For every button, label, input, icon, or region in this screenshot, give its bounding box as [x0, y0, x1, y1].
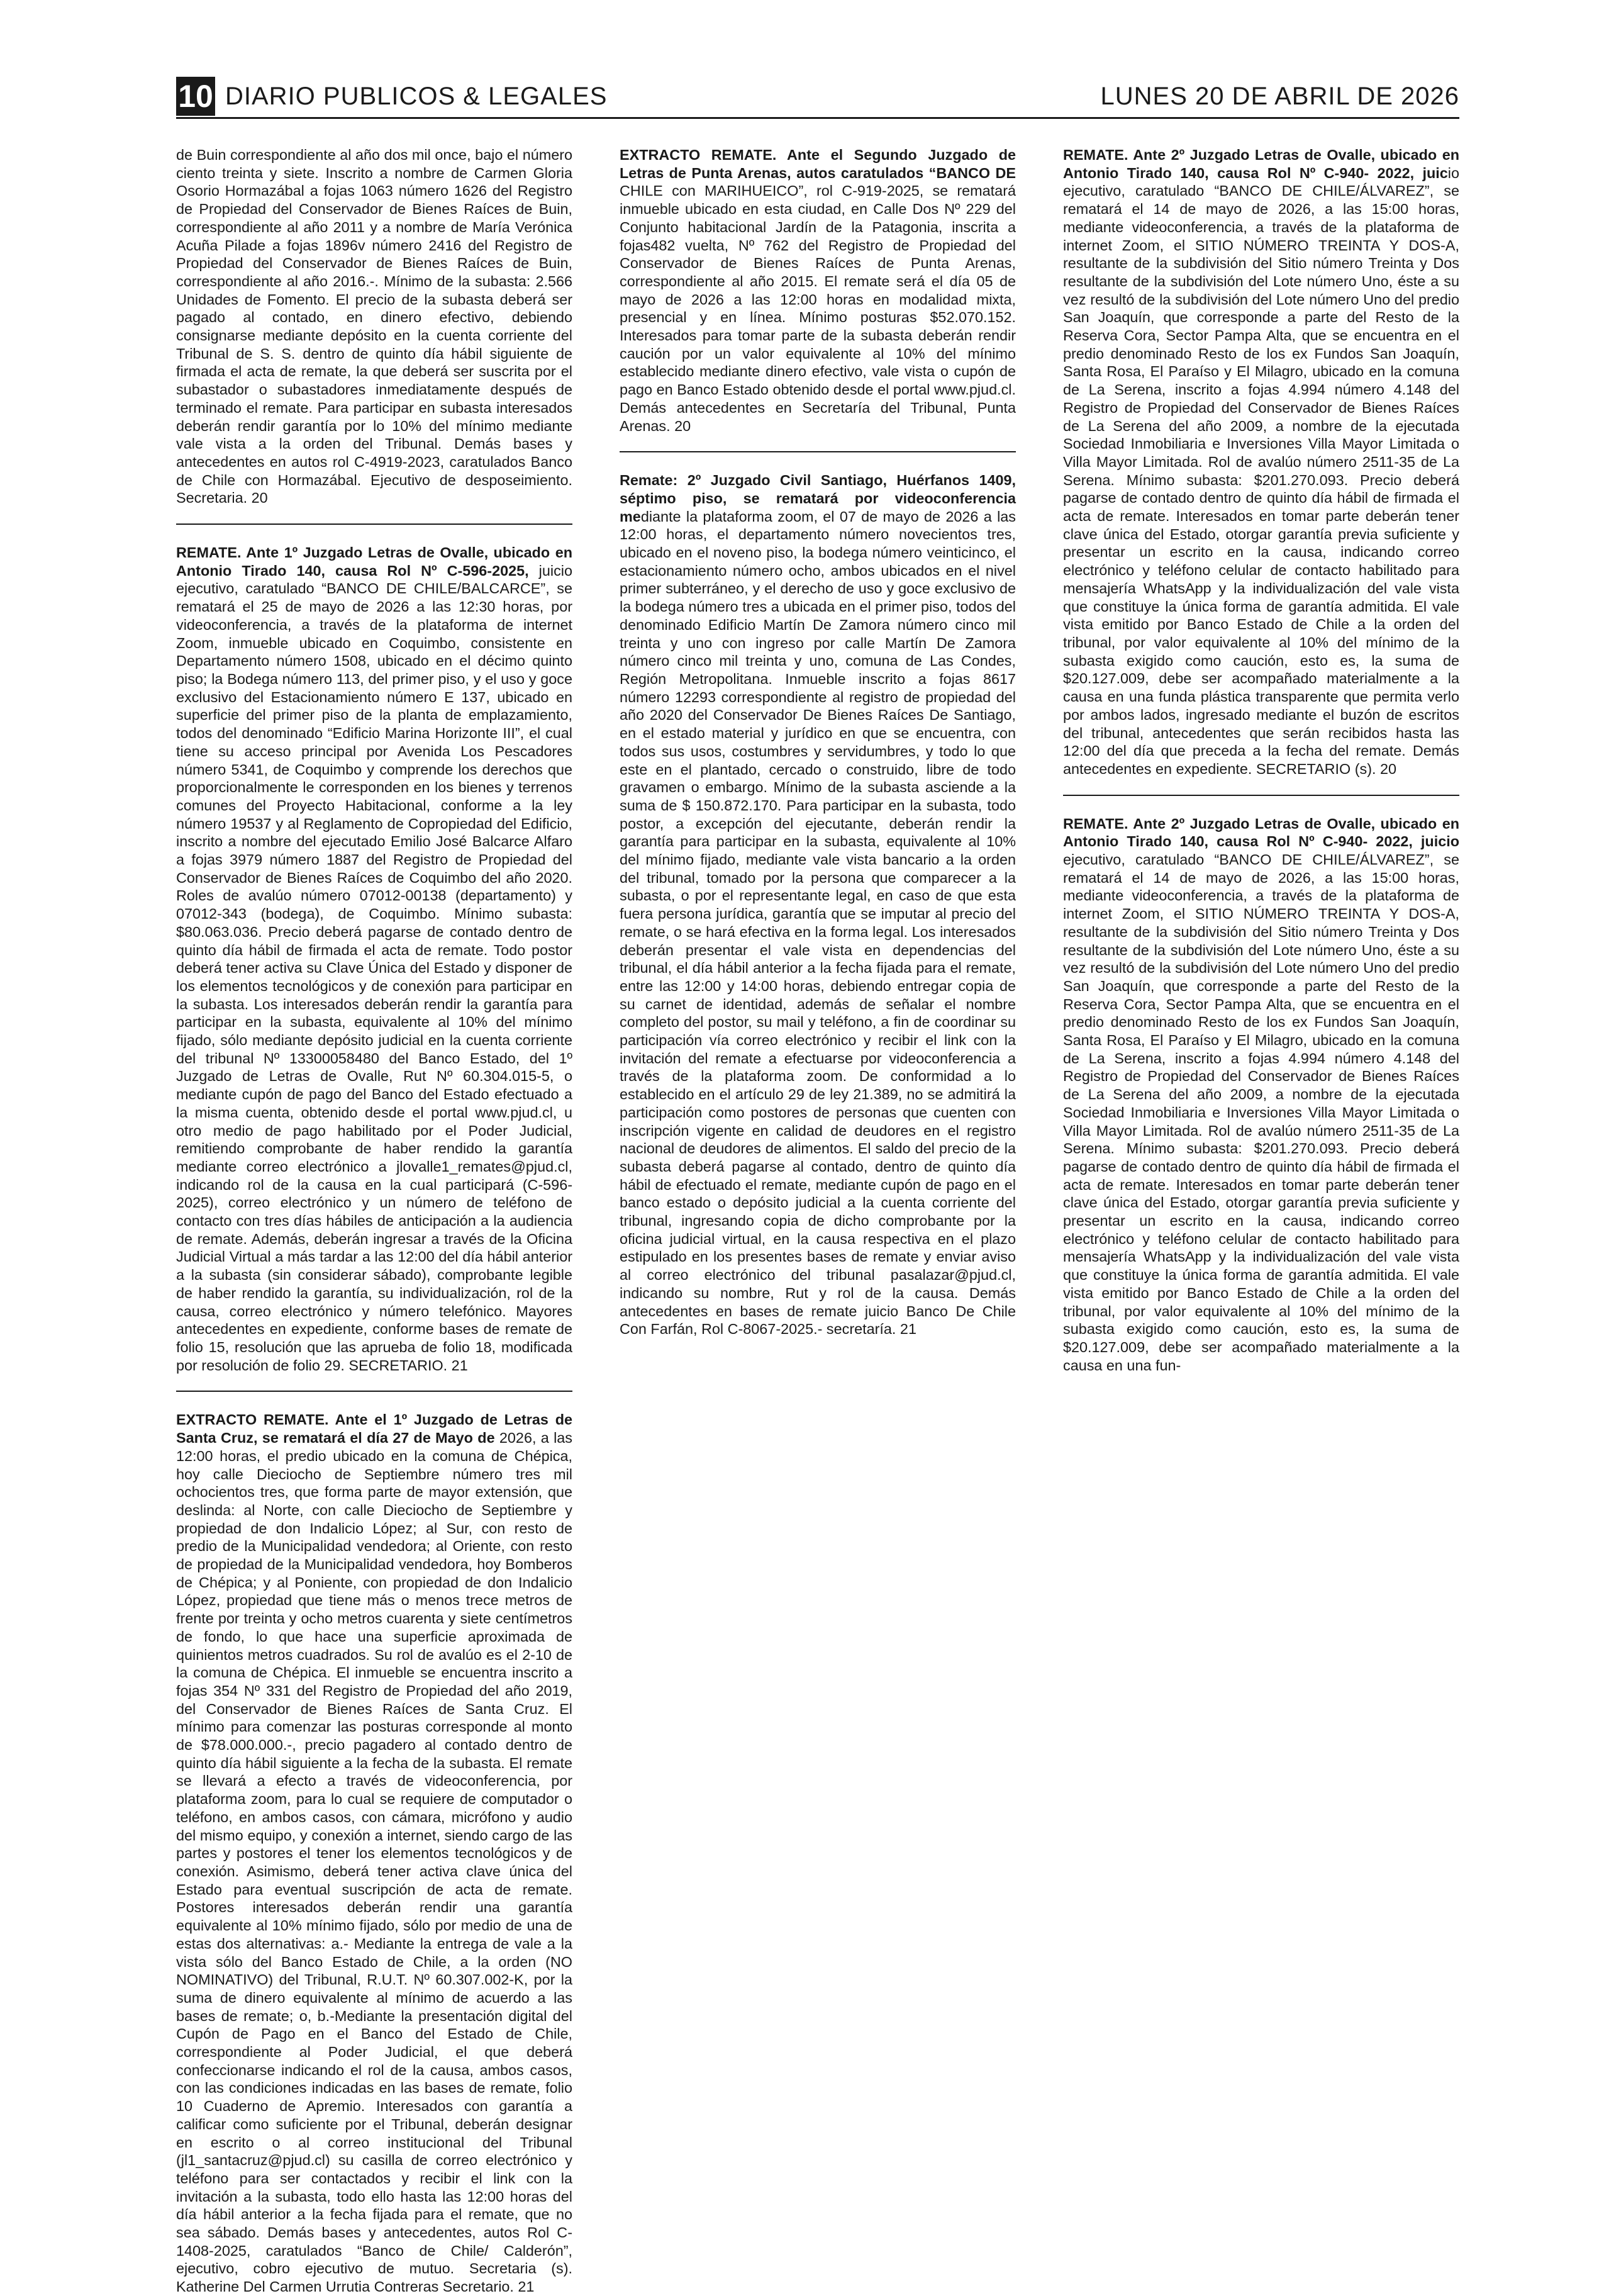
- notice-divider: [620, 451, 1016, 452]
- notice-body: CHILE con MARIHUEICO”, rol C-919-2025, se rematará inmueble ubicado en esta ciudad, en Calle Dos Nº 229 del Conjunto habitacional Jardín de la Patagonia, inscrita a fojas482 vuelta, Nº 762 del Registro de Propiedad del Conservador de Bienes Raíces de Punta Arenas, correspondiente al año 2015. El remate será el día 05 de mayo de 2026 a las 12:00 horas en modalidad mixta, presencial y en línea. Mínimo posturas $52.070.152. Interesados para tomar parte de la subasta deberán rendir caución por un valor equivalente al 10% del mínimo establecido mediante dinero efectivo, vale vista o cupón de pago en Banco Estado obtenido desde el portal www.pjud.cl. Demás antecedentes en Secretaría del Tribunal, Punta Arenas. 20: [620, 182, 1016, 434]
- issue-date: LUNES 20 DE ABRIL DE 2026: [1100, 82, 1459, 110]
- column-3: [1063, 146, 1459, 2027]
- notice-body: io ejecutivo, caratulado “BANCO DE CHILE/ÁLVAREZ”, se rematará el 14 de mayo de 2026, a las 15:00 horas, mediante videoconferencia, a través de la plataforma de internet Zoom, el SITIO NÚMERO TREINTA Y DOS-A, resultante de la subdivisión del Sitio número Treinta y Dos resultante de la subdivisión del Lote número Uno, éste a su vez resultó de la subdivisión del Lote número Uno del predio San Joaquín, que corresponde a parte del Resto de la Reserva Cora, Sector Pampa Alta, que se encuentra en el predio denominado Resto de los ex Fundos San Joaquín, Santa Rosa, El Paraíso y El Milagro, ubicado en la comuna de La Serena, inscrito a fojas 4.994 número 4.148 del Registro de Propiedad del Conservador de Bienes Raíces de La Serena del año 2009, a nombre de la ejecutada Sociedad Inmobiliaria e Inversiones Villa Mayor Limitada o Villa Mayor Limitada. Rol de avalúo número 2511-35 de La Serena. Mínimo subasta: $201.270.093. Precio deberá pagarse de contado dentro de quinto día hábil de firmada el acta de remate. Interesados en tomar parte deberán tener clave única del Estado, otorgar garantía previa suficiente y presentar un escrito en la causa, indicando correo electrónico y teléfono celular de contacto habilitado para mensajería WhatsApp y la individualización del vale vista que constituye la única forma de garantía admitida. El vale vista emitido por Banco Estado de Chile a la orden del tribunal, por valor equivalente al 10% del mínimo de la subasta exigido como caución, esto es, la suma de $20.127.009, debe ser acompañado materialmente a la causa en una funda plástica transparente que permita verlo por ambos lados, ingresado mediante el buzón de escritos del tribunal, antecedentes que serán recibidos hasta las 12:00 del día que preceda a la fecha del remate. Demás antecedentes en expediente. SECRETARIO (s). 20: [1063, 164, 1459, 777]
- notice-lead: REMATE. Ante 2º Juzgado Letras de Ovalle, ubicado en Antonio Tirado 140, causa Rol Nº C-940- 2022, juicio: [1063, 815, 1459, 850]
- column-1: [176, 146, 572, 2295]
- notice-remate-santiago: [620, 471, 1016, 1338]
- header-rule: [176, 117, 1459, 119]
- page-number: 10: [176, 77, 215, 116]
- notice-remate-punta-arenas: [620, 146, 1016, 435]
- notice-lead: REMATE. Ante 2º Juzgado Letras de Ovalle, ubicado en Antonio Tirado 140, causa Rol Nº C-940- 2022, juic: [1063, 147, 1459, 181]
- notice-remate-ovalle-2: [1063, 146, 1459, 778]
- notice-remate-santa-cruz: [176, 1411, 572, 2295]
- notice-divider: [176, 1391, 572, 1392]
- notice-body: ejecutivo, caratulado “BANCO DE CHILE/ÁLVAREZ”, se rematará el 14 de mayo de 2026, a las 15:00 horas, mediante videoconferencia, a través de la plataforma de internet Zoom, el SITIO NÚMERO TREINTA Y DOS-A, resultante de la subdivisión del Sitio número Treinta y Dos resultante de la subdivisión del Lote número Uno, éste a su vez resultó de la subdivisión del Lote número Uno del predio San Joaquín, que corresponde a parte del Resto de la Reserva Cora, Sector Pampa Alta, que se encuentra en el predio denominado Resto de los ex Fundos San Joaquín, Santa Rosa, El Paraíso y El Milagro, ubicado en la comuna de La Serena, inscrito a fojas 4.994 número 4.148 del Registro de Propiedad del Conservador de Bienes Raíces de La Serena del año 2009, a nombre de la ejecutada Sociedad Inmobiliaria e Inversiones Villa Mayor Limitada o Villa Mayor Limitada. Rol de avalúo número 2511-35 de La Serena. Mínimo subasta: $201.270.093. Precio deberá pagarse de contado dentro de quinto día hábil de firmada el acta de remate. Interesados en tomar parte deberán tener clave única del Estado, otorgar garantía previa suficiente y presentar un escrito en la causa, indicando correo electrónico y teléfono celular de contacto habilitado para mensajería WhatsApp y la individualización del vale vista que constituye la única forma de garantía admitida. El vale vista emitido por Banco Estado de Chile a la orden del tribunal, por valor equivalente al 10% del mínimo de la subasta exigido como caución, esto es, la suma de $20.127.009, debe ser acompañado materialmente a la causa en una fun-: [1063, 851, 1459, 1374]
- notice-body: 2026, a las 12:00 horas, el predio ubicado en la comuna de Chépica, hoy calle Dieciocho de Septiembre número tres mil ochocientos tres, que forma parte de mayor extensión, que deslinda: al Norte, con calle Dieciocho de Septiembre y propiedad de don Indalicio López; al Sur, con resto de predio de la Municipalidad vendedora; al Oriente, con resto de propiedad de la Municipalidad vendedora, hoy Bomberos de Chépica; y al Poniente, con propiedad de don Indalicio López, propiedad que tiene más o menos trece metros de frente por treinta y ocho metros cuarenta y siete centímetros de fondo, lo que hace una superficie aproximada de quinientos metros cuadrados. Su rol de avalúo es el 2-10 de la comuna de Chépica. El inmueble se encuentra inscrito a fojas 354 Nº 331 del Registro de Propiedad del año 2019, del Conservador de Bienes Raíces de Santa Cruz. El mínimo para comenzar las posturas corresponde al monto de $78.000.000.-, precio pagadero al contado dentro de quinto día hábil siguiente a la fecha de la subasta. El remate se llevará a efecto a través de videoconferencia, por plataforma zoom, para lo cual se requiere de computador o teléfono, en ambos casos, con cámara, micrófono y audio del mismo equipo, y conexión a internet, siendo cargo de las partes y postores el tener los elementos tecnológicos y de conexión. Asimismo, deberá tener activa clave única del Estado para eventual suscripción de acta de remate. Postores interesados deberán rendir una garantía equivalente al 10% mínimo fijado, sólo por medio de una de estas dos alternativas: a.- Mediante la entrega de vale a la vista sólo del Banco Estado de Chile, a la orden (NO NOMINATIVO) del Tribunal, R.U.T. Nº 60.307.002-K, por la suma de dinero equivalente al mínimo de acuerdo a las bases de remate; o, b.-Mediante la presentación digital del Cupón de Pago en el Banco del Estado de Chile, correspondiente al Poder Judicial, el que deberá confeccionarse indicando el rol de la causa, ambos casos, con las condiciones indicadas en las bases de remate, folio 10 Cuaderno de Apremio. Interesados con garantía a calificar como suficiente por el Tribunal, deberán designar en escrito o al correo institucional del Tribunal (jl1_santacruz@pjud.cl) su casilla de correo electrónico y teléfono para ser contactados y recibir el link con la invitación a la subasta, todo ello hasta las 12:00 horas del día hábil anterior a la fecha fijada para el remate, que no sea sábado. Demás bases y antecedentes, autos Rol C-1408-2025, caratulados “Banco de Chile/ Calderón”, ejecutivo, cobro ejecutivo de mutuo. Secretaria (s). Katherine Del Carmen Urrutia Contreras Secretario. 21: [176, 1430, 572, 2295]
- notice-lead: EXTRACTO REMATE. Ante el Segundo Juzgado de Letras de Punta Arenas, autos caratulados “BANCO DE: [620, 147, 1016, 181]
- notice-body: diante la plataforma zoom, el 07 de mayo de 2026 a las 12:00 horas, el departamento número novecientos tres, ubicado en el noveno piso, la bodega número veinticinco, el estacionamiento número ocho, ambos ubicados en el nivel primer subterráneo, y el derecho de uso y goce exclusivo de la bodega número tres a ubicada en el primer piso, todos del denominado Edificio Martín De Zamora número cinco mil treinta y uno con ingreso por calle Martín De Zamora número cinco mil treinta y uno, comuna de Las Condes, Región Metropolitana. Inmueble inscrito a fojas 8617 número 12293 correspondiente al registro de propiedad del año 2020 del Conservador De Bienes Raíces De Santiago, en el estado material y jurídico en que se encuentra, con todos sus usos, costumbres y servidumbres, y todo lo que este en el plantado, cercado o construido, libre de todo gravamen o embargo. Mínimo de la subasta asciende a la suma de $ 150.872.170. Para participar en la subasta, todo postor, a excepción del ejecutante, deberán rendir la garantía para participar en la subasta, equivalente al 10% del mínimo fijado, mediante vale vista bancario a la orden del tribunal, tomado por la persona que comparecer a la subasta, o por el representante legal, en caso de que esta fuera persona jurídica, garantía que se imputar al precio del remate, o se hará efectiva en la forma legal. Los interesados deberán presentar el vale vista en dependencias del tribunal, el día hábil anterior a la fecha fijada para el remate, entre las 12:00 y 14:00 horas, debiendo entregar copia de su carnet de identidad, además de señalar el nombre completo del postor, su mail y teléfono, a fin de coordinar su participación vía correo electrónico y recibir el link con la invitación del remate a efectuarse por videoconferencia a través de la plataforma zoom. De conformidad a lo establecido en el artículo 29 de ley 21.389, no se admitirá la participación como postores de personas que cuenten con inscripción vigente en calidad de deudores en el registro nacional de deudores de alimentos. El saldo del precio de la subasta deberá pagarse al contado, dentro de quinto día hábil de efectuado el remate, mediante cupón de pago en el banco estado o depósito judicial a la cuenta corriente del tribunal, ingresando copia de dicho comprobante por la oficina judicial virtual, en la causa respectiva en el plazo estipulado en los presentes bases de remate y enviar aviso al correo electrónico del tribunal pasalazar@pjud.cl, indicando su nombre, Rut y rol de la causa. Demás antecedentes en bases de remate juicio Banco De Chile Con Farfán, Rol C-8067-2025.- secretaría. 21: [620, 508, 1016, 1338]
- column-2: [620, 146, 1016, 2027]
- notice-continuation: [176, 146, 572, 507]
- notice-remate-ovalle-3: [1063, 815, 1459, 1375]
- newspaper-name: DIARIO PUBLICOS & LEGALES: [225, 82, 608, 110]
- notice-lead: REMATE. Ante 1º Juzgado Letras de Ovalle, ubicado en Antonio Tirado 140, causa Rol Nº C-596-2025,: [176, 544, 572, 579]
- notice-remate-ovalle-1: [176, 544, 572, 1374]
- page-header: [176, 77, 1459, 116]
- notice-body: de Buin correspondiente al año dos mil once, bajo el número ciento treinta y siete. Inscrito a nombre de Carmen Gloria Osorio Hormazábal a fojas 1063 número 1626 del Registro de Propiedad del Conservador de Bienes Raíces de Buin, correspondiente al año 2011 y a nombre de María Verónica Acuña Pilade a fojas 1896v número 2416 del Registro de Propiedad del Conservador de Bienes Raíces de Buin, correspondiente al año 2016.-. Mínimo de la subasta: 2.566 Unidades de Fomento. El precio de la subasta deberá ser pagado al contado, en dinero efectivo, debiendo consignarse mediante depósito en la cuenta corriente del Tribunal de S. S. dentro de quinto día hábil siguiente de firmada el acta de remate, la que deberá ser suscrita por el subastador o subastadores inmediatamente después de terminado el remate. Para participar en subasta interesados deberán rendir garantía por lo 10% del mínimo mediante vale vista a la orden del Tribunal. Demás bases y antecedentes en autos rol C-4919-2023, caratulados Banco de Chile con Hormazábal. Ejecutivo de desposeimiento. Secretaria. 20: [176, 147, 572, 507]
- notice-divider: [176, 524, 572, 525]
- notice-divider: [1063, 795, 1459, 796]
- notice-lead: EXTRACTO REMATE. Ante el 1º Juzgado de Letras de Santa Cruz, se rematará el día 27 de Mayo de: [176, 1411, 572, 1447]
- notice-lead: Remate: 2º Juzgado Civil Santiago, Huérfanos 1409, séptimo piso, se rematará por videoconferencia me: [620, 472, 1016, 525]
- notice-body: juicio ejecutivo, caratulado “BANCO DE CHILE/BALCARCE”, se rematará el 25 de mayo de 2026 a las 12:30 horas, por videoconferencia, a través de la plataforma de internet Zoom, inmueble ubicado en Coquimbo, consistente en Departamento número 1508, ubicado en el décimo quinto piso; la Bodega número 113, del primer piso, y el uso y goce exclusivo del Estacionamiento número E 137, ubicado en superficie del primer piso de la planta de emplazamiento, todos del denominado “Edificio Marina Horizonte III”, el cual tiene su acceso principal por Avenida Los Pescadores número 5341, de Coquimbo y comprende los derechos que proporcionalmente le corresponden en los bienes y terrenos comunes del Proyecto Habitacional, conforme a la ley número 19537 y al Reglamento de Copropiedad del Edificio, inscrito a nombre del ejecutado Emilio José Balcarce Alfaro a fojas 3979 número 1887 del Registro de Propiedad del Conservador de Bienes Raíces de Coquimbo del año 2020. Roles de avalúo número 07012-00138 (departamento) y 07012-343 (bodega), de Coquimbo. Mínimo subasta: $80.063.036. Precio deberá pagarse de contado dentro de quinto día hábil de firmada el acta de remate. Todo postor deberá tener activa su Clave Única del Estado y disponer de los elementos tecnológicos y de conexión para participar en la subasta. Los interesados deberán rendir la garantía para participar en la subasta, equivalente al 10% del mínimo fijado, sólo mediante depósito judicial en la cuenta corriente del tribunal Nº 13300058480 del Banco Estado, del 1º Juzgado de Letras de Ovalle, Rut Nº 60.304.015-5, o mediante cupón de pago del Banco del Estado efectuado a la misma cuenta, obtenido desde el portal www.pjud.cl, u otro medio de pago habilitado por el Poder Judicial, remitiendo comprobante de haber rendido la garantía mediante correo electrónico a jlovalle1_remates@pjud.cl, indicando rol de la causa en la cual participará (C-596- 2025), correo electrónico y un número de teléfono de contacto con tres días hábiles de anticipación a la audiencia de remate. Además, deberán ingresar a través de la Oficina Judicial Virtual a más tardar a las 12:00 del día hábil anterior a la subasta (sin considerar sábado), comprobante legible de haber rendido la garantía, su individualización, rol de la causa, correo electrónico y número telefónico. Mayores antecedentes en expediente, conforme bases de remate de folio 15, resolución que las aprueba de folio 18, modificada por resolución de folio 29. SECRETARIO. 21: [176, 562, 572, 1374]
